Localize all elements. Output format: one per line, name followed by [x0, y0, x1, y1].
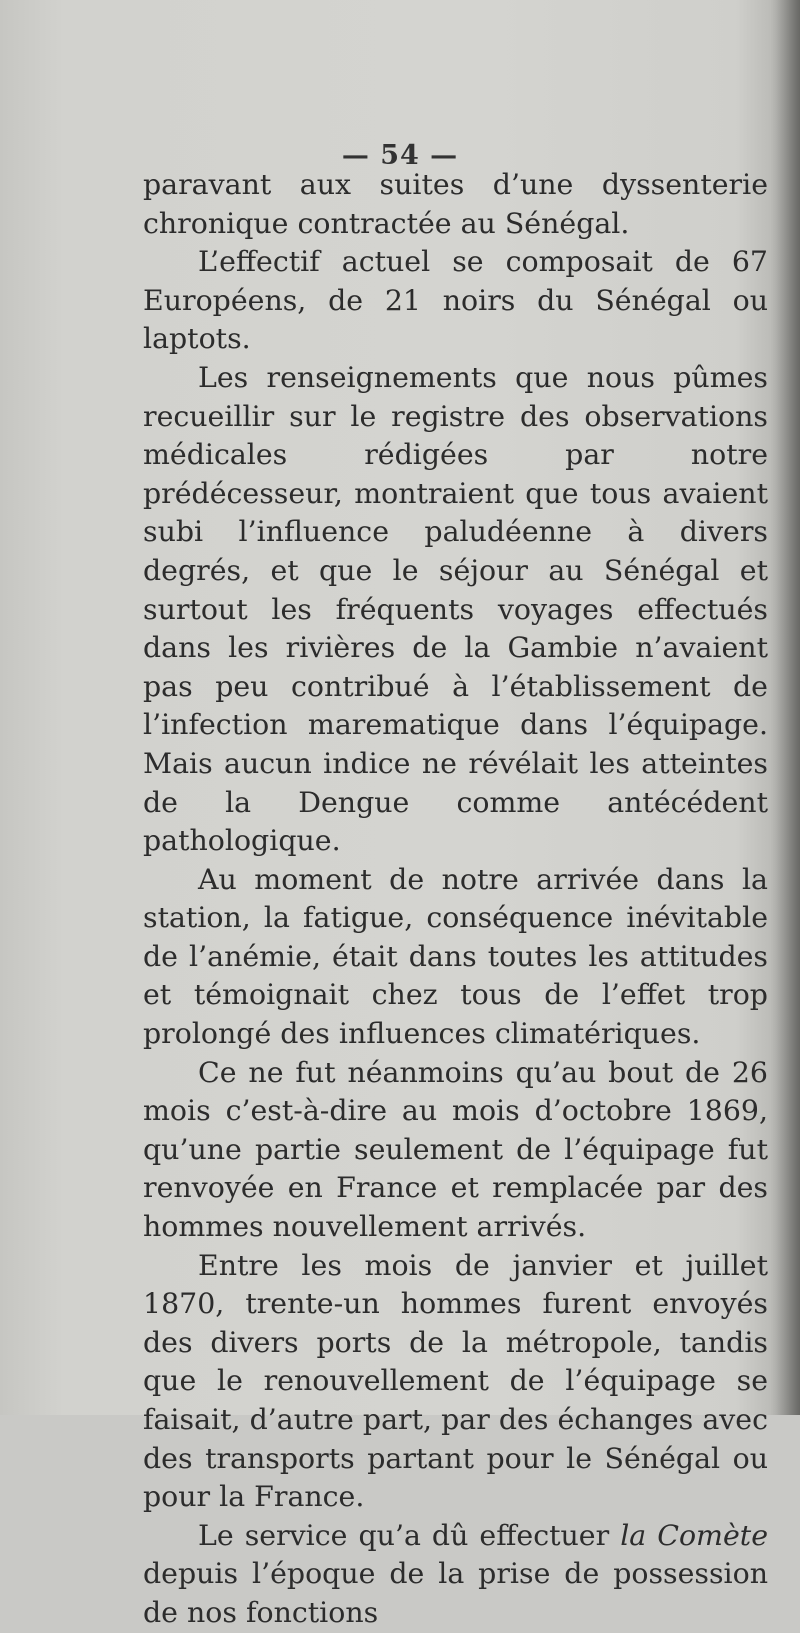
paragraph-renseignements: Les renseignements que nous pûmes recueillir sur le registre des observations médicales rédigées par notre prédécesseur, montraient que tous avaient subi l’influence paludéenne à divers degrés, et que le séjour au Sénégal et surtout les fréquents voyages effectués dans les rivières de la Gambie n’avaient pas peu contribué à l’établissement de l’infection marematique dans l’équipage. Mais aucun indice ne révélait les atteintes de la Dengue comme antécédent pathologique. — [143, 360, 768, 858]
ship-name-italic: la Comète — [620, 1518, 768, 1552]
page-number: — 54 — — [341, 140, 459, 171]
paragraph-effectif: L’effectif actuel se composait de 67 Européens, de 21 noirs du Sénégal ou laptots. — [143, 245, 768, 356]
paragraph-janvier-juillet-1870: Entre les mois de janvier et juillet 1870, trente-un hommes furent envoyés des divers ports de la métropole, tandis que le renouvellement de l’équipage se faisait, d’autre part, par des échanges avec des transports partant pour le Sénégal ou pour la France. — [143, 1248, 768, 1514]
paragraph-service-comete — [143, 1517, 768, 1633]
page-edge-shadow — [770, 0, 800, 1415]
body-text — [143, 166, 768, 1633]
paragraph-octobre-1869: Ce ne fut néanmoins qu’au bout de 26 mois c’est-à-dire au mois d’octobre 1869, qu’une partie seulement de l’équipage fut renvoyée en France et remplacée par des hommes nouvellement arrivés. — [143, 1055, 768, 1244]
paragraph-service-after: depuis l’époque de la prise de possession de nos fonctions — [143, 1557, 768, 1629]
paragraph-continuation: paravant aux suites d’une dyssenterie chronique contractée au Sénégal. — [143, 168, 768, 240]
paragraph-arrivee: Au moment de notre arrivée dans la station, la fatigue, conséquence inévitable de l’anémie, était dans toutes les attitudes et témoignait chez tous de l’effet trop prolongé des influences climatériques. — [143, 862, 768, 1051]
paragraph-service-before: Le service qu’a dû effectuer — [198, 1518, 621, 1552]
